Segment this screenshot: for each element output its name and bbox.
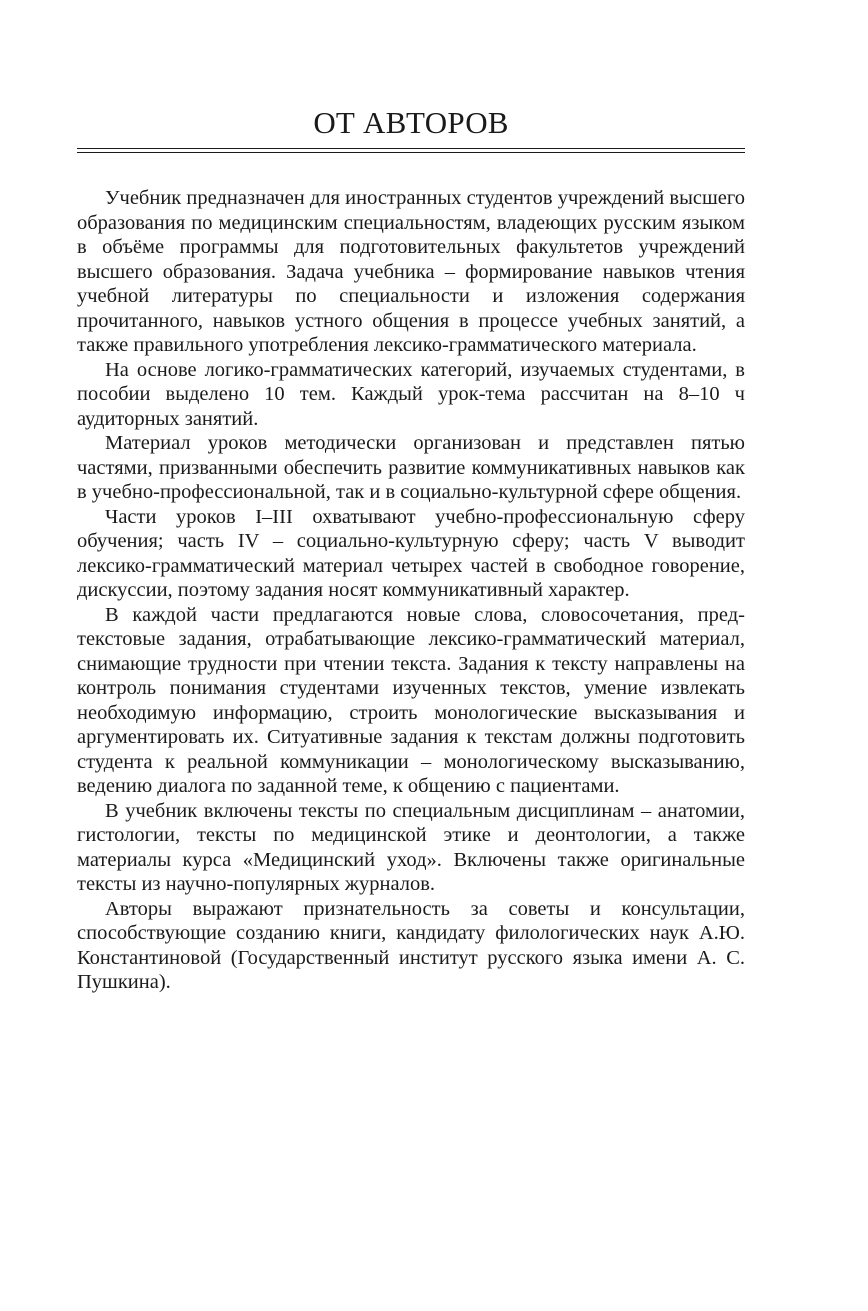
body-text bbox=[77, 186, 745, 995]
page-title: ОТ АВТОРОВ bbox=[313, 105, 509, 140]
title-underline-top bbox=[77, 148, 745, 149]
paragraph-acknowledgements: Авторы выражают признательность за советы и консультации, способствующие созданию книги, кандидату филологических наук А.Ю. Константиновой (Государственный институт русского языка имени А. С. Пушкина). bbox=[77, 897, 745, 993]
paragraph-texts: В учебник включены тексты по специальным дисциплинам – анатомии, гистологии, тексты по медицинской этике и деонтологии, а также материалы курса «Медицинский уход». Включены также оригинальные тексты из научно-популярных журналов. bbox=[77, 799, 745, 895]
paragraph-tasks: В каждой части предлагаются новые слова, словосочетания, предтекстовые задания, отрабатывающие лексико-грамматический материал, снимающие трудности при чтении текста. Задания к тексту направлены на контроль понимания студентами изученных текстов, умение извлекать необходимую информацию, строить монологические высказывания и аргументировать их. Ситуативные задания к текстам должны подготовить студента к реальной коммуникации – монологическому высказыванию, ведению диалога по заданной теме, к общению с пациентами. bbox=[77, 603, 745, 797]
paragraph-parts: Части уроков I–III охватывают учебно-профессиональную сферу обучения; часть IV – социально-культурную сферу; часть V выводит лексико-грамматический материал четырех частей в свободное говорение, дискуссии, поэтому задания носят коммуникативный характер. bbox=[77, 505, 745, 601]
title-underline-bottom bbox=[77, 152, 745, 153]
paragraph-purpose: Учебник предназначен для иностранных студентов учреждений высшего образования по медицинским специальностям, владеющих русским языком в объёме программы для подготовительных факультетов учреждений высшего образования. Задача учебника – формирование навыков чтения учебной литературы по специальности и изложения содержания прочитанного, навыков устного общения в процессе учебных занятий, а также правильного употребления лексико-грамматического материала. bbox=[77, 187, 745, 356]
paragraph-topics: На основе логико-грамматических категорий, изучаемых студентами, в пособии выделено 10 тем. Каждый урок-тема рассчитан на 8–10 ч аудиторных занятий. bbox=[77, 358, 745, 430]
paragraph-structure: Материал уроков методически организован и представлен пятью частями, призванными обеспечить развитие коммуникативных навыков как в учебно-профессиональной, так и в социально-культурной сфере общения. bbox=[77, 432, 745, 503]
